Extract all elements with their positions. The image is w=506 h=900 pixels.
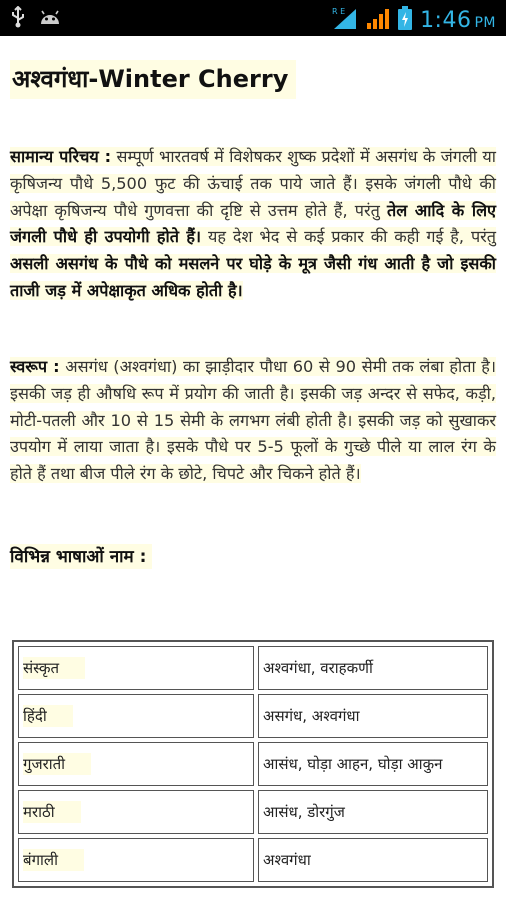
article-content[interactable] <box>0 36 506 900</box>
signal-icon <box>366 6 390 34</box>
wifi-icon <box>330 5 358 35</box>
clock-ampm: PM <box>474 14 496 31</box>
intro-text-1: सम्पूर्ण भारतवर्ष में विशेषकर शुष्क प्रदेशों में असगंध के जंगली या कृषिजन्य पौधे 5,500 फुट की ऊंचाई तक पाये जाते हैं। इसके जंगली पौधे की अपेक्षा कृषिजन्य पौधे गुणवत्ता की दृष्टि से उत्तम होते हैं, परंतु <box>10 147 496 220</box>
form-label: स्वरूप : <box>10 357 60 376</box>
languages-heading: विभिन्न भाषाओं नाम : <box>10 544 152 569</box>
language-cell <box>18 694 254 738</box>
android-icon <box>38 8 62 30</box>
language-name-cell: असगंध, अश्वगंधा <box>258 694 488 738</box>
language-name-cell: आसंध, डोरगुंज <box>258 790 488 834</box>
intro-label: सामान्य परिचय : <box>10 147 112 166</box>
clock-time: 1:46 <box>420 7 472 33</box>
article-title: अश्वगंधा-Winter Cherry <box>10 60 296 99</box>
language-label: हिंदी <box>23 705 73 727</box>
table-row <box>18 646 488 690</box>
intro-paragraph <box>10 144 496 305</box>
usb-icon <box>10 6 26 32</box>
language-label: मराठी <box>23 801 81 823</box>
languages-table <box>12 640 494 888</box>
table-row <box>18 790 488 834</box>
language-name-cell: आसंध, घोड़ा आहन, घोड़ा आकुन <box>258 742 488 786</box>
language-name-cell: अश्वगंधा <box>258 838 488 882</box>
table-row <box>18 742 488 786</box>
form-paragraph <box>10 354 496 488</box>
battery-charging-icon <box>398 6 412 34</box>
language-label: संस्कृत <box>23 657 85 679</box>
language-cell <box>18 742 254 786</box>
table-row <box>18 694 488 738</box>
intro-text-2: यह देश भेद से कई प्रकार की कही गई है, परंतु <box>201 227 496 247</box>
network-type-label: R E <box>332 7 346 16</box>
language-label: गुजराती <box>23 753 91 775</box>
language-cell <box>18 790 254 834</box>
table-row <box>18 838 488 882</box>
language-label: बंगाली <box>23 849 84 871</box>
language-cell <box>18 646 254 690</box>
form-text: असगंध (अश्वगंधा) का झाड़ीदार पौधा 60 से 90 सेमी तक लंबा होता है। इसकी जड़ ही औषधि रूप में प्रयोग की जाती है। इसकी जड़ अन्दर से सफेद, कड़ी, मोटी-पतली और 10 से 15 सेमी के लगभग लंबी होती है। इसकी जड़ को सुखाकर उपयोग में लाया जाता है। इसके पौधे पर 5-5 फूलों के गुच्छे पीले या लाल रंग के होते हैं तथा बीज पीले रंग के छोटे, चिपटे और चिकने होते हैं। <box>10 357 496 484</box>
language-name-cell: अश्वगंधा, वराहकर्णी <box>258 646 488 690</box>
intro-bold-2: असली असगंध के पौधे को मसलने पर घोड़े के मूत्र जैसी गंध आती है जो इसकी ताजी जड़ में अपेक्षाकृत अधिक होती है। <box>10 254 496 300</box>
clock <box>420 8 496 33</box>
language-cell <box>18 838 254 882</box>
intro-bold-1: तेल आदि के लिए जंगली पौधे ही उपयोगी होते हैं। <box>10 200 496 247</box>
status-bar <box>0 0 506 36</box>
